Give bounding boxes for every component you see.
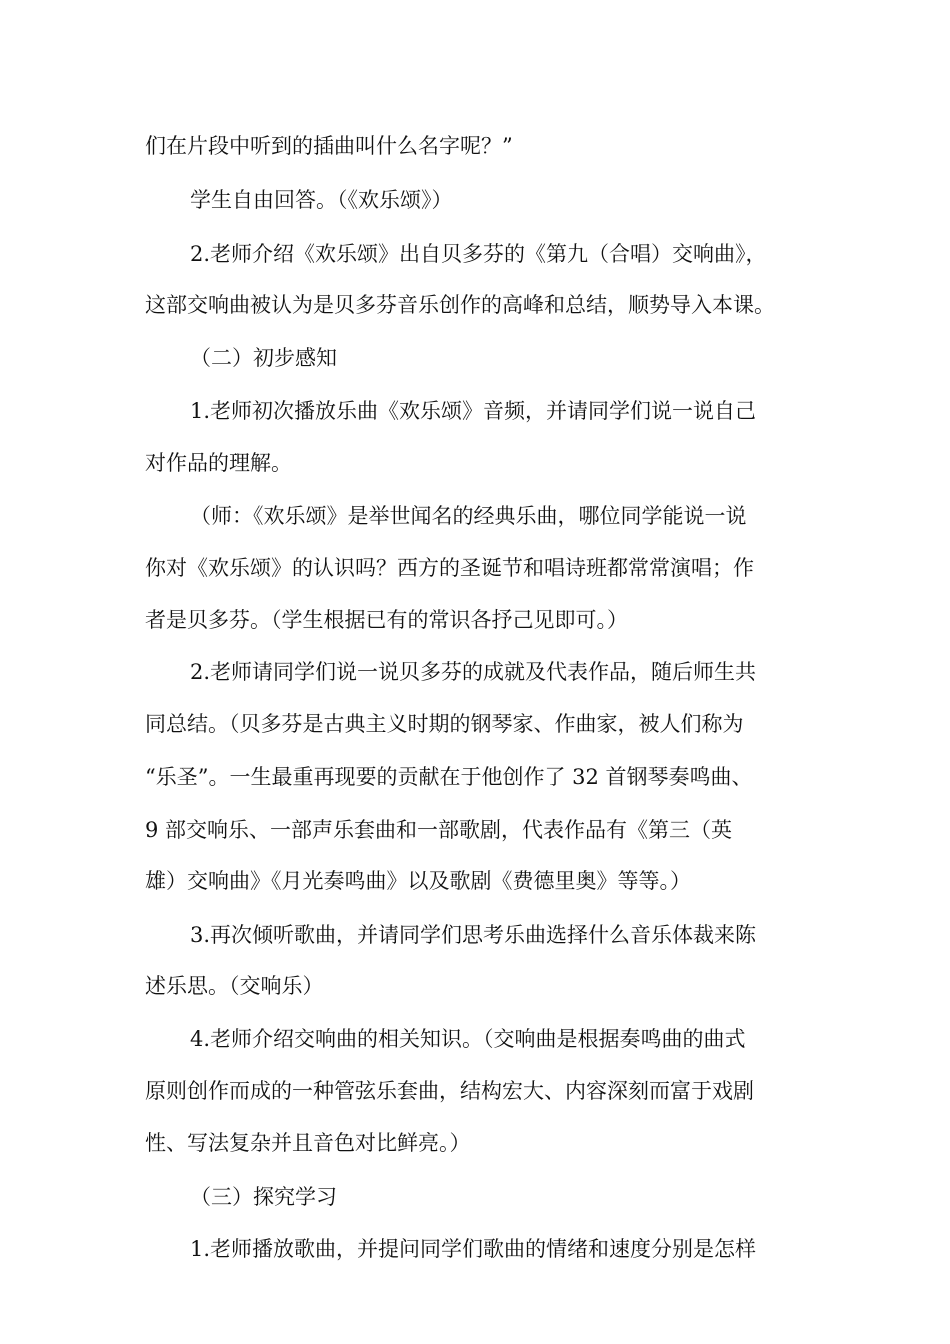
- paragraph-line: 述乐思。（交响乐）: [145, 974, 324, 998]
- paragraph-line: 1.老师播放歌曲，并提问同学们歌曲的情绪和速度分别是怎样: [190, 1237, 757, 1261]
- paragraph-line: 同总结。（贝多芬是古典主义时期的钢琴家、作曲家，被人们称为: [145, 712, 744, 736]
- paragraph-line: 2.老师介绍《欢乐颂》出自贝多芬的《第九（合唱）交响曲》，: [190, 242, 767, 266]
- paragraph-line: 3.再次倾听歌曲，并请同学们思考乐曲选择什么音乐体裁来陈: [190, 923, 757, 947]
- paragraph-line: 者是贝多芬。（学生根据已有的常识各抒己见即可。）: [145, 608, 628, 632]
- paragraph-line: 对作品的理解。: [145, 451, 292, 475]
- paragraph-line: 9 部交响乐、一部声乐套曲和一部歌剧，代表作品有《第三（英: [145, 818, 733, 842]
- paragraph-line: 4.老师介绍交响曲的相关知识。（交响曲是根据奏鸣曲的曲式: [190, 1027, 746, 1051]
- paragraph-line: 性、写法复杂并且音色对比鲜亮。）: [145, 1131, 471, 1155]
- paragraph-line: “乐圣”。一生最重再现要的贡献在于他创作了 32 首钢琴奏鸣曲、: [145, 765, 753, 789]
- paragraph-line: 原则创作而成的一种管弦乐套曲，结构宏大、内容深刻而富于戏剧: [145, 1079, 754, 1103]
- section-heading: （三）探究学习: [190, 1185, 337, 1209]
- paragraph-line: 1.老师初次播放乐曲《欢乐颂》音频，并请同学们说一说自己: [190, 399, 757, 423]
- paragraph-line: 2.老师请同学们说一说贝多芬的成就及代表作品，随后师生共: [190, 660, 757, 684]
- paragraph-line: 雄）交响曲》《月光奏鸣曲》以及歌剧《费德里奥》等等。）: [145, 869, 691, 893]
- section-heading: （二）初步感知: [190, 346, 337, 370]
- paragraph-line: 这部交响曲被认为是贝多芬音乐创作的高峰和总结，顺势导入本课。: [145, 293, 775, 317]
- paragraph-line: 学生自由回答。（《欢乐颂》）: [190, 188, 453, 212]
- paragraph-line: 们在片段中听到的插曲叫什么名字呢？”: [145, 134, 513, 158]
- paragraph-line: 你对《欢乐颂》的认识吗？西方的圣诞节和唱诗班都常常演唱；作: [145, 556, 754, 580]
- paragraph-line: （师：《欢乐颂》是举世闻名的经典乐曲，哪位同学能说一说: [190, 504, 747, 528]
